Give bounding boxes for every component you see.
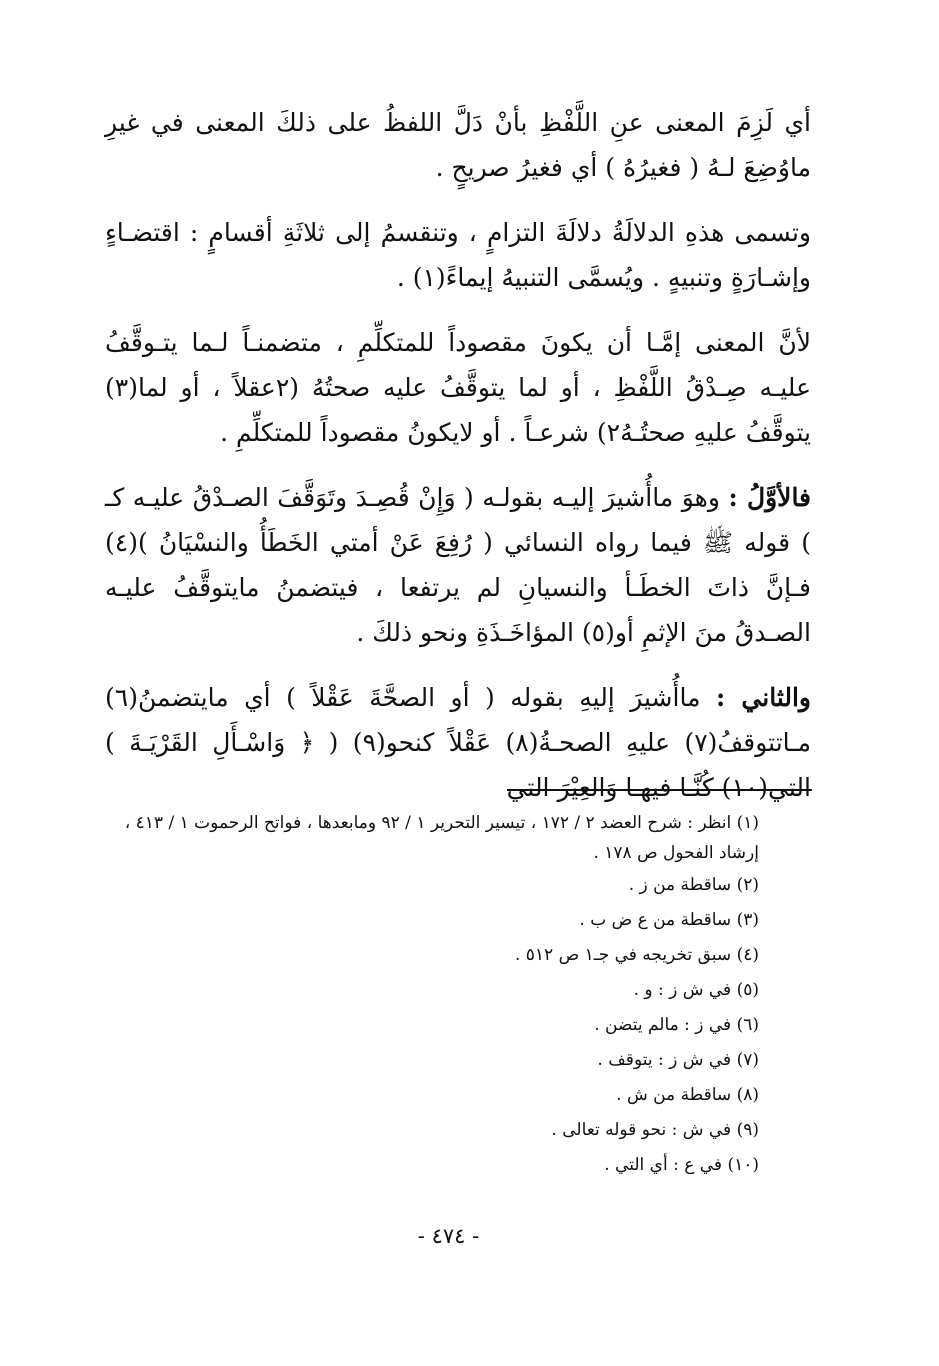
paragraph-2: وتسمى هذهِ الدلالَةُ دلالَةَ التزامٍ ، وتنقسمُ إلى ثلاثَةِ أقسامٍ : اقتضـاءٍ وإشـارَةٍ وتنبيهٍ . ويُسمَّى التنبيهُ إيماءً(١) . [105,218,811,292]
footnote-1: (١) انظر : شرح العضد ٢ / ١٧٢ ، تيسير التحرير ١ / ٩٢ ومابعدها ، فواتح الرحموت ١ / ٤١٣ ، إرشاد الفحول ص ١٧٨ . [124,813,759,863]
paragraph-4-text: وهوَ ماأُشيرَ إليـه بقولـه ( وَإِنْ قُصِـدَ وتَوَقَّفَ الصـدْقُ عليـه كـ ) قوله ﷺ فيما رواه النسائي ( رُفِعَ عَنْ أمتي الخَطَأُ والنسْيَانُ )(٤) فـإنَّ ذاتَ الخطَـأ والنسيانِ لم يرتفعا ، فيتضمنُ مايتوقَّفُ عليـه الصـدقُ منَ الإثمِ أو(٥) المؤاخَـذَةِ ونحو ذلكَ . [105,483,811,647]
footnote-7: (٧) في ش ز : يتوقف . [597,1050,759,1070]
page-number-text: - ٤٧٤ - [417,1224,480,1248]
paragraph-1: أي لَزِمَ المعنى عنِ اللَّفْظِ بأنْ دَلَّ اللفظُ على ذلكَ المعنى في غيرِ ماوُضِعَ لـهُ ( فغيرُهُ ) أي فغيرُ صريحٍ . [105,108,811,182]
lead-word-second: والثاني : [715,683,812,712]
footnote-9: (٩) في ش : نحو قوله تعالى . [551,1120,759,1140]
paragraph-4 [105,475,811,655]
paragraph-3: لأنَّ المعنى إمَّـا أن يكونَ مقصوداً للمتكلِّمِ ، متضمنـاً لـما يتـوقَّفُ عليـه صِـدْقُ اللَّفْظِ ، أو لما يتوقَّفُ عليه صحتُهُ (٢عقلاً ، أو لما(٣) يتوقَّفُ عليهِ صحتُـهُ٢) شرعـاً . أو لايكونُ مقصوداً للمتكلِّمِ . [105,328,811,447]
footnotes [105,808,759,1183]
footnote-5: (٥) في ش ز : و . [633,980,759,1000]
lead-word-first: فالأوَّلُ : [728,483,812,512]
paragraph-5-text: ماأُشيرَ إليهِ بقوله ( أو الصحَّةَ عَقْلاً ) أي مايتضمنُ(٦) مـاتتوقفُ(٧) عليهِ الصحـةُ(٨) عَقْلاً كنحو(٩) ( ﴿ وَاسْـأَلِ القَرْيَـةَ ) التي(١٠) كُنَّـا فيهـا وَالعِيْرَ التي [105,683,811,802]
footnote-2: (٢) ساقطة من ز . [628,875,759,895]
footnote-3: (٣) ساقطة من ع ض ب . [579,910,759,930]
main-text [105,100,811,830]
footnote-8: (٨) ساقطة من ش . [616,1085,759,1105]
page-number [0,1224,939,1248]
footnote-4: (٤) سبق تخريجه في جـ١ ص ٥١٢ . [514,945,759,965]
footnote-6: (٦) في ز : مالم يتضن . [594,1015,759,1035]
footnote-divider [507,789,812,791]
footnote-10: (١٠) في ع : أي التي . [604,1155,759,1175]
